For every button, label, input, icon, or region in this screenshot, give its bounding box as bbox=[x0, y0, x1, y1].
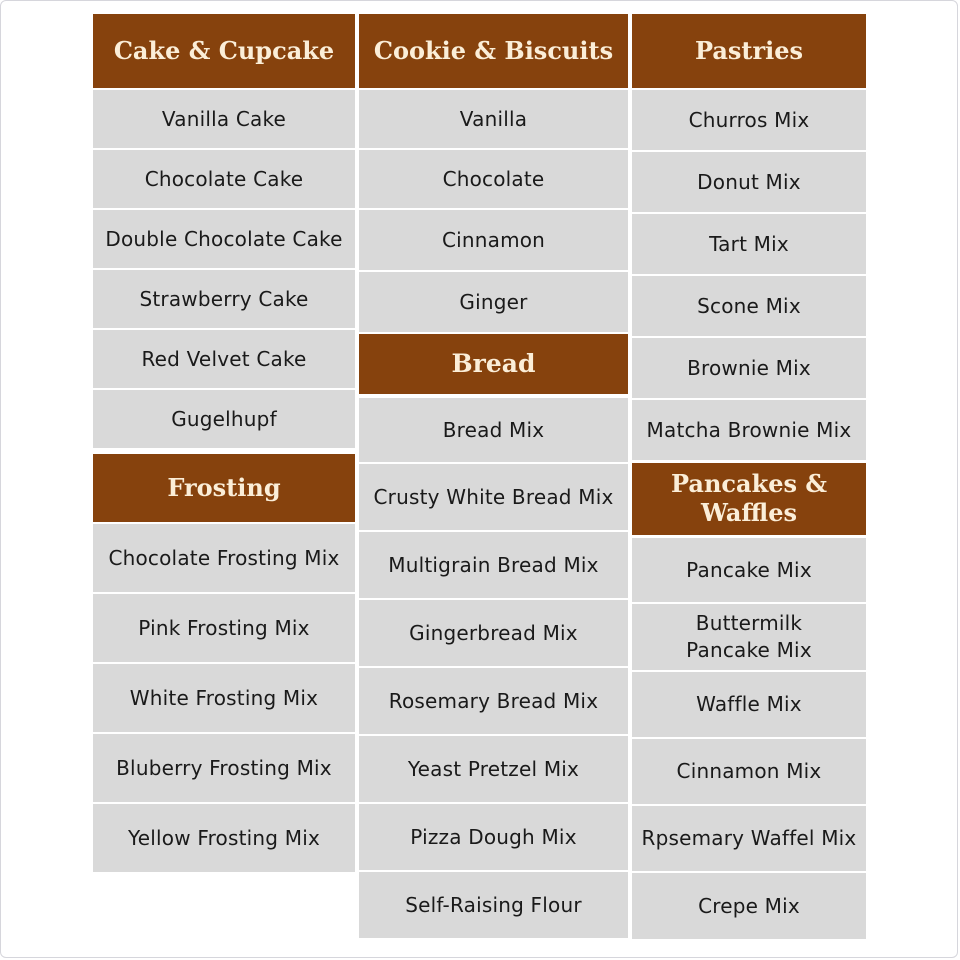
list-item: Chocolate bbox=[359, 150, 628, 208]
list-item: Crusty White Bread Mix bbox=[359, 464, 628, 530]
list-item: Vanilla bbox=[359, 90, 628, 148]
list-item: Yellow Frosting Mix bbox=[93, 804, 355, 872]
list-item: Yeast Pretzel Mix bbox=[359, 736, 628, 802]
list-item: Bread Mix bbox=[359, 398, 628, 462]
section-header-pancakes-waffles: Pancakes & Waffles bbox=[632, 463, 866, 535]
list-item: Pizza Dough Mix bbox=[359, 804, 628, 870]
list-item: Crepe Mix bbox=[632, 873, 866, 939]
list-item: Tart Mix bbox=[632, 214, 866, 274]
section-header-bread: Bread bbox=[359, 334, 628, 394]
list-item: Scone Mix bbox=[632, 276, 866, 336]
list-item: Chocolate Cake bbox=[93, 150, 355, 208]
list-item: Gugelhupf bbox=[93, 390, 355, 448]
list-item: Pancake Mix bbox=[632, 538, 866, 602]
section-header-pastries: Pastries bbox=[632, 14, 866, 88]
list-item: Brownie Mix bbox=[632, 338, 866, 398]
list-item: Cinnamon Mix bbox=[632, 739, 866, 804]
list-item: Self-Raising Flour bbox=[359, 872, 628, 938]
list-item: Matcha Brownie Mix bbox=[632, 400, 866, 460]
list-item: Cinnamon bbox=[359, 210, 628, 270]
list-item: Bluberry Frosting Mix bbox=[93, 734, 355, 802]
list-item: Double Chocolate Cake bbox=[93, 210, 355, 268]
column-1 bbox=[93, 14, 355, 872]
list-item: Chocolate Frosting Mix bbox=[93, 524, 355, 592]
column-3 bbox=[632, 14, 866, 939]
list-item: Donut Mix bbox=[632, 152, 866, 212]
list-item: White Frosting Mix bbox=[93, 664, 355, 732]
list-item: Rpsemary Waffel Mix bbox=[632, 806, 866, 871]
list-item: Vanilla Cake bbox=[93, 90, 355, 148]
list-item: Red Velvet Cake bbox=[93, 330, 355, 388]
section-header-cookie-biscuits: Cookie & Biscuits bbox=[359, 14, 628, 88]
list-item: Ginger bbox=[359, 272, 628, 332]
list-item: Strawberry Cake bbox=[93, 270, 355, 328]
list-item: Pink Frosting Mix bbox=[93, 594, 355, 662]
column-2 bbox=[359, 14, 628, 938]
list-item: Churros Mix bbox=[632, 90, 866, 150]
list-item: Buttermilk Pancake Mix bbox=[632, 604, 866, 670]
list-item: Waffle Mix bbox=[632, 672, 866, 737]
list-item: Gingerbread Mix bbox=[359, 600, 628, 666]
list-item: Multigrain Bread Mix bbox=[359, 532, 628, 598]
section-header-frosting: Frosting bbox=[93, 454, 355, 522]
list-item: Rosemary Bread Mix bbox=[359, 668, 628, 734]
section-header-cake-cupcake: Cake & Cupcake bbox=[93, 14, 355, 88]
